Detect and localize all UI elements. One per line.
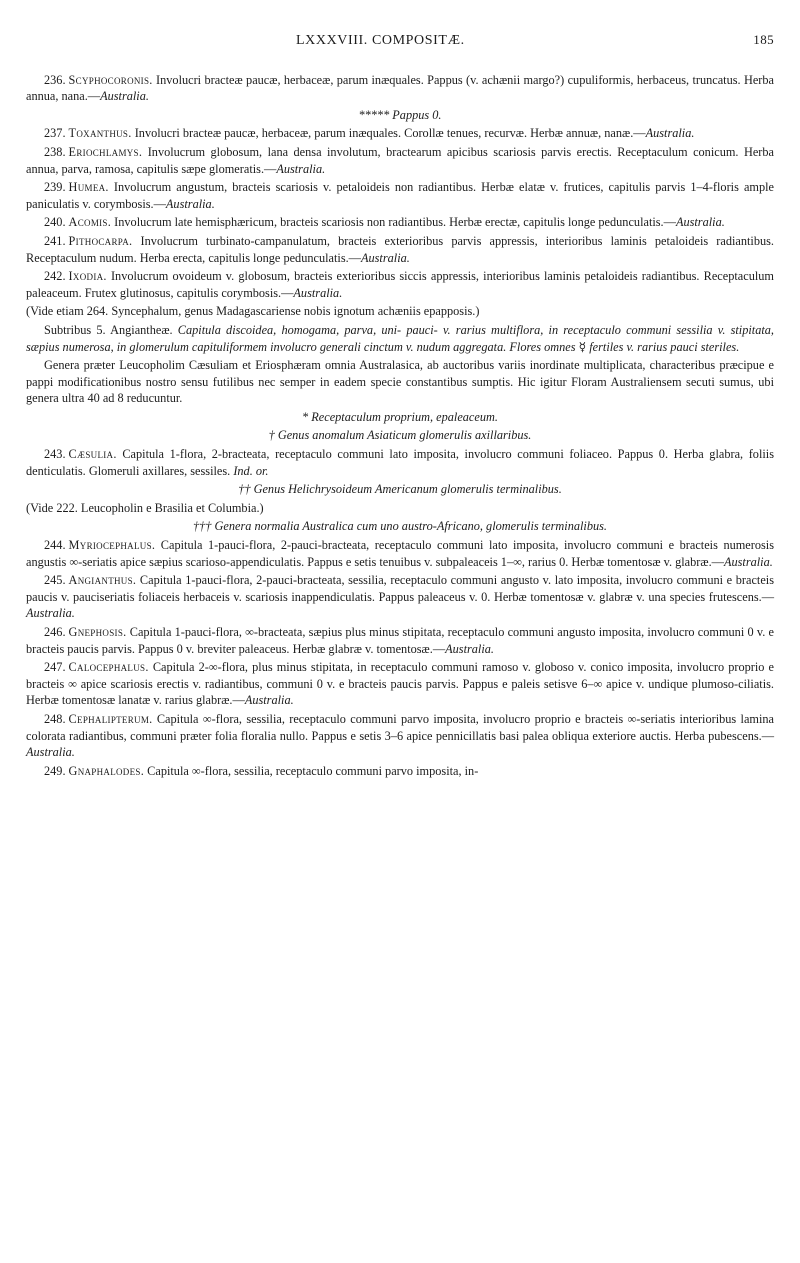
genus-entry bbox=[26, 179, 774, 212]
section-pappus-zero: ***** Pappus 0. bbox=[358, 107, 442, 122]
entry-description: Involucrum late hemisphæricum, bracteis scariosis non radiantibus. Herbæ erectæ, capitulis longe pedunculatis.— bbox=[111, 215, 676, 230]
genus-name: Humea. bbox=[68, 180, 109, 195]
genus-entry bbox=[26, 446, 774, 479]
section-genera-normalia: ††† Genera normalia Australica cum uno austro-Africano, glomerulis terminalibus. bbox=[193, 519, 607, 534]
entry-locality: Ind. or. bbox=[233, 463, 269, 478]
entry-description: Capitula 1-pauci-flora, ∞-bracteata, sæpius plus minus stipitata, receptaculo communi angusto imposita, involucro communi 0 v. e bracteis paucis parvis. Pappus 0 v. breviter paleaceus. Herbæ glabræ v. tomentosæ.— bbox=[26, 625, 774, 656]
entry-description: Involucrum ovoideum v. globosum, bracteis exterioribus siccis appressis, interioribus laminis petaloideis radiantibus. Receptaculum paleaceum. Frutex glutinosus, capitulis corymbosis.— bbox=[26, 269, 774, 300]
entry-locality: Australia. bbox=[100, 89, 149, 104]
entry-number: 239. bbox=[44, 180, 66, 195]
entry-number: 238. bbox=[44, 144, 66, 159]
entry-number: 247. bbox=[44, 660, 66, 675]
entry-locality: Australia. bbox=[165, 196, 215, 211]
entry-locality: Australia. bbox=[244, 693, 294, 708]
genus-name: Myriocephalus. bbox=[68, 538, 156, 553]
genus-name: Eriochlamys. bbox=[68, 144, 143, 159]
genus-entry bbox=[26, 214, 774, 231]
section-genus-americanum: †† Genus Helichrysoideum Americanum glomerulis terminalibus. bbox=[238, 482, 562, 497]
vide-note-leucopholis: (Vide 222. Leucopholin e Brasilia et Columbia.) bbox=[26, 500, 264, 515]
entry-locality: Australia. bbox=[360, 250, 410, 265]
entry-locality: Australia. bbox=[26, 606, 75, 621]
entry-locality: Australia. bbox=[445, 641, 494, 656]
entry-description: Involucri bracteæ paucæ, herbaceæ, parum inæquales. Corollæ tenues, recurvæ. Herbæ annuæ, nanæ.— bbox=[131, 126, 646, 141]
genus-entry bbox=[26, 125, 774, 142]
genus-entry bbox=[26, 711, 774, 761]
entry-description: Capitula 1-flora, 2-bracteata, receptaculo communi lato imposita, involucro communi foliaceo. Pappus 0. Herba glabra, foliis denticulatis. Glomeruli axillares, sessiles. bbox=[26, 447, 774, 478]
vide-note-syncephalum: (Vide etiam 264. Syncephalum, genus Madagascariense nobis ignotum achæniis epapposis.) bbox=[26, 304, 480, 319]
running-header bbox=[26, 32, 774, 50]
entry-locality: Australia. bbox=[276, 161, 326, 176]
genus-name: Angianthus. bbox=[68, 573, 137, 588]
chapter-title: LXXXVIII. COMPOSITÆ. bbox=[296, 33, 465, 48]
subtribe-body: Genera præter Leucopholim Cæsuliam et Eriosphæram omnia Australasica, ab auctoribus variis inordinate multiplicata, characteribus præcipue e pappi modificationibus nostro sensu futilibus nec semper in eadem specie constantibus sumptis. Hic igitur Floram Australiensem secuti sumus, ubi genera ultra 40 ad 8 reducuntur. bbox=[26, 358, 774, 406]
genus-entry bbox=[26, 268, 774, 301]
genus-name: Ixodia. bbox=[68, 269, 107, 284]
genus-entry bbox=[26, 537, 774, 570]
genus-entry bbox=[26, 233, 774, 266]
genus-entry bbox=[26, 72, 774, 105]
entries-group-d bbox=[26, 537, 774, 779]
subtribe-heading bbox=[26, 322, 774, 355]
genus-entry bbox=[26, 624, 774, 657]
entry-locality: Australia. bbox=[723, 554, 773, 569]
entry-description: Involucrum turbinato-campanulatum, bracteis exterioribus parvis appressis, interioribus laminis petaloideis radiantibus. Receptaculum nudum. Herba erecta, capitulis longe pedunculatis.— bbox=[26, 233, 774, 265]
section-receptaculum: * Receptaculum proprium, epaleaceum. bbox=[302, 409, 498, 424]
entry-number: 240. bbox=[44, 215, 66, 230]
entry-description: Capitula 1-pauci-flora, 2-pauci-bracteata, receptaculo communi lato imposita, involucro communi e bracteis numerosis angustis ∞-seriatis apice sæpius scarioso-appendiculatis. Pappus e setis tenuibus v. subpaleaceis 1–∞, rarius 0. Herbæ tomentosæ v. glabræ.— bbox=[26, 538, 774, 569]
entry-description: Capitula ∞-flora, sessilia, receptaculo communi parvo imposita, in- bbox=[144, 763, 479, 778]
genus-name: Cephalipterum. bbox=[68, 711, 153, 726]
entry-description: Capitula ∞-flora, sessilia, receptaculo communi parvo imposita, involucro proprio e bracteis ∞-seriatis interioribus lamina colorata radiantibus, communi præter folia floralia nullo. Pappus e setis 3–6 apice pennicillatis basi palea obliqua exteriore auctis. Herba pubescens.— bbox=[26, 711, 774, 743]
section-genus-anomalum: † Genus anomalum Asiaticum glomerulis axillaribus. bbox=[268, 428, 532, 443]
entry-number: 237. bbox=[44, 126, 66, 141]
entry-description: Involucrum angustum, bracteis scariosis v. petaloideis non radiantibus. Herbæ elatæ v. frutices, capitulis parvis 1–4-floris ample paniculatis v. corymbosis.— bbox=[26, 180, 774, 211]
entries-group-a bbox=[26, 72, 774, 105]
subtribe-lead: Subtribus 5. Angiantheæ. bbox=[44, 322, 173, 337]
entry-number: 242. bbox=[44, 269, 66, 284]
entry-description: Capitula 2-∞-flora, plus minus stipitata, in receptaculo communi ramoso v. globoso v. conico imposita, involucro proprio e bracteis ∞ apice scariosis erectis v. radiantibus, communi 0 v. e bracteis paucis parvis. Pappus e paleis setisve 6–∞ apice v. undique plumoso-ciliatis. Herbæ tomentosæ lanatæ v. rarius glabræ.— bbox=[26, 660, 774, 708]
entry-number: 249. bbox=[44, 763, 66, 778]
genus-name: Pithocarpa. bbox=[68, 233, 133, 248]
genus-name: Gnaphalodes. bbox=[68, 763, 145, 778]
genus-entry bbox=[26, 144, 774, 177]
entry-number: 241. bbox=[44, 233, 66, 248]
genus-name: Cæsulia. bbox=[68, 447, 117, 462]
entry-number: 244. bbox=[44, 538, 66, 553]
genus-entry bbox=[26, 572, 774, 622]
entry-locality: Australia. bbox=[293, 285, 343, 300]
page-number: 185 bbox=[753, 32, 774, 47]
entry-number: 245. bbox=[44, 573, 66, 588]
entries-group-c bbox=[26, 446, 774, 479]
entry-number: 246. bbox=[44, 625, 66, 639]
genus-name: Scyphocoronis. bbox=[68, 72, 153, 87]
genus-name: Gnephosis. bbox=[68, 625, 127, 639]
entry-number: 248. bbox=[44, 711, 66, 726]
genus-name: Toxanthus. bbox=[68, 126, 132, 141]
entry-number: 236. bbox=[44, 72, 66, 87]
entry-number: 243. bbox=[44, 447, 66, 462]
entry-description: Involucri bracteæ paucæ, herbaceæ, parum inæquales. Pappus (v. achænii margo?) cupuliformis, herbaceus, truncatus. Herba annua, nana.— bbox=[26, 72, 774, 104]
genus-name: Acomis. bbox=[68, 215, 112, 230]
entry-description: Involucrum globosum, lana densa involutum, bractearum apicibus scariosis parvis erectis. Receptaculum conicum. Herba annua, parva, ramosa, capitulis sæpe glomeratis.— bbox=[26, 144, 774, 176]
subtribe-diagnosis: Capitula discoidea, homogama, parva, uni- pauci- v. rarius multiflora, in receptaculo communi sessilia v. stipitata, sæpius numerosa, in glomerulum capituliformem involucro generali cinctum v. nudum aggregata. Flores omnes ☿ fertiles v. rarius pauci steriles. bbox=[26, 322, 774, 354]
genus-entry bbox=[26, 763, 774, 780]
entry-locality: Australia. bbox=[675, 215, 725, 230]
genus-entry bbox=[26, 659, 774, 709]
entry-locality: Australia. bbox=[645, 126, 695, 141]
genus-name: Calocephalus. bbox=[68, 660, 149, 675]
entries-group-b bbox=[26, 125, 774, 301]
entry-description: Capitula 1-pauci-flora, 2-pauci-bracteata, sessilia, receptaculo communi angusto v. lato imposita, involucro communi e bracteis paucis v. pauciseriatis foliaceis herbaceis v. scariosis inappendiculatis. Pappus paleaceus v. 0. Herbæ tomentosæ v. glabræ v. una species frutescens.— bbox=[26, 573, 774, 604]
entry-locality: Australia. bbox=[26, 745, 75, 760]
